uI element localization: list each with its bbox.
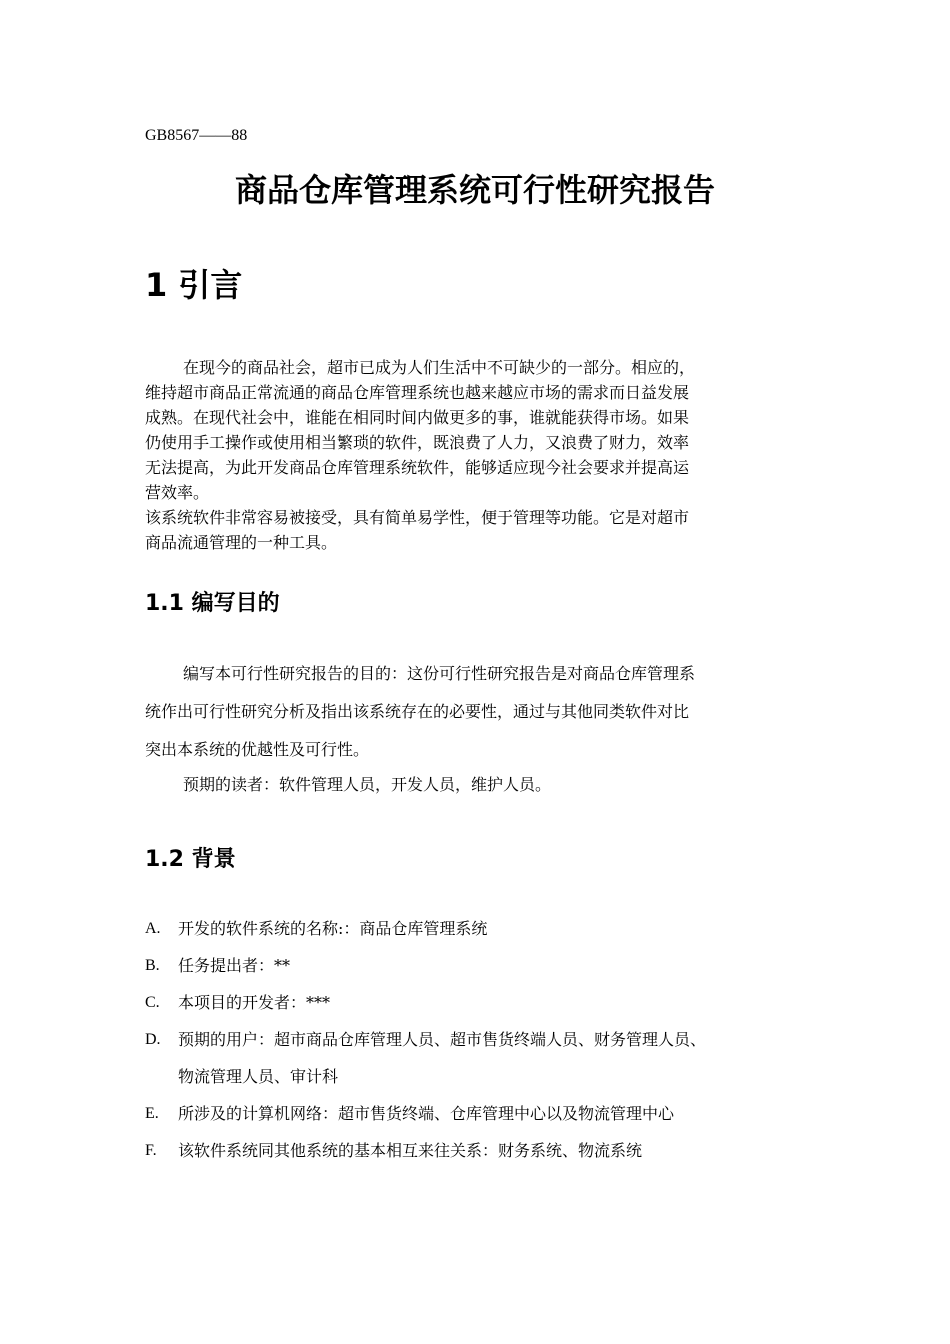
list-item-text: 该软件系统同其他系统的基本相互来往关系：财务系统、物流系统 xyxy=(178,1141,643,1160)
text-line: 营效率。 xyxy=(145,483,210,502)
list-marker: B. xyxy=(145,957,160,974)
text-line: 仍使用手工操作或使用相当繁琐的软件，既浪费了人力，又浪费了财力，效率 xyxy=(145,433,690,452)
list-item xyxy=(145,984,825,1021)
list-item-text: 开发的软件系统的名称:：商品仓库管理系统 xyxy=(178,919,488,938)
list-item-text: 物流管理人员、审计科 xyxy=(178,1067,339,1086)
list-item xyxy=(145,1095,825,1132)
text-line: 成熟。在现代社会中，谁能在相同时间内做更多的事，谁就能获得市场。如果 xyxy=(145,408,690,427)
list-item xyxy=(145,947,825,984)
text-line: 编写本可行性研究报告的目的：这份可行性研究报告是对商品仓库管理系 xyxy=(183,664,696,683)
list-item-text: 本项目的开发者：*** xyxy=(178,993,331,1012)
list-marker: A. xyxy=(145,920,161,937)
list-item-text: 任务提出者：** xyxy=(178,956,291,975)
list-marker: F. xyxy=(145,1142,157,1159)
text-line: 在现今的商品社会，超市已成为人们生活中不可缺少的一部分。相应的， xyxy=(183,358,696,377)
text-line: 维持超市商品正常流通的商品仓库管理系统也越来越应市场的需求而日益发展 xyxy=(145,383,690,402)
list-item xyxy=(145,1132,825,1169)
intro-paragraph xyxy=(145,355,810,555)
standard-code: GB8567——88 xyxy=(145,127,248,144)
section-heading-background: 1.2 背景 xyxy=(145,847,236,872)
text-line: 商品流通管理的一种工具。 xyxy=(145,533,338,552)
section-heading-purpose: 1.1 编写目的 xyxy=(145,591,280,616)
list-item xyxy=(145,910,825,947)
list-marker: E. xyxy=(145,1105,159,1122)
document-title: 商品仓库管理系统可行性研究报告 xyxy=(234,171,715,209)
purpose-paragraph xyxy=(145,655,810,769)
list-item xyxy=(145,1021,825,1095)
section-heading-introduction: 1 引言 xyxy=(145,266,243,304)
list-item-text: 预期的用户：超市商品仓库管理人员、超市售货终端人员、财务管理人员、 xyxy=(178,1030,707,1049)
list-marker: D. xyxy=(145,1031,161,1048)
text-line: 预期的读者：软件管理人员，开发人员，维护人员。 xyxy=(183,775,552,794)
text-line: 突出本系统的优越性及可行性。 xyxy=(145,740,370,759)
list-item-text: 所涉及的计算机网络：超市售货终端、仓库管理中心以及物流管理中心 xyxy=(178,1104,675,1123)
text-line: 统作出可行性研究分析及指出该系统存在的必要性，通过与其他同类软件对比 xyxy=(145,702,690,721)
text-line: 无法提高，为此开发商品仓库管理系统软件，能够适应现今社会要求并提高运 xyxy=(145,458,690,477)
background-list xyxy=(145,910,825,1169)
text-line: 该系统软件非常容易被接受，具有简单易学性，便于管理等功能。它是对超市 xyxy=(145,508,690,527)
readers-paragraph xyxy=(145,772,810,797)
list-marker: C. xyxy=(145,994,160,1011)
